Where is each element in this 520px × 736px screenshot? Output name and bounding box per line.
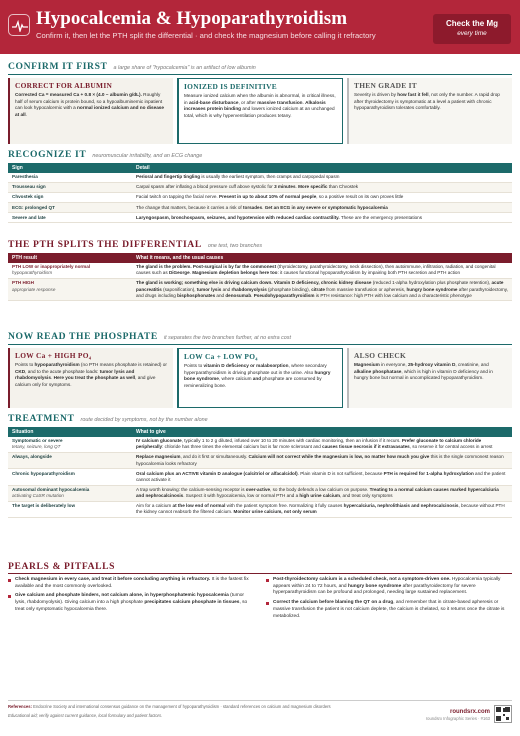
section-subtitle: route decided by symptoms, not by the number alone [80, 417, 208, 423]
badge-title: Check the Mg [445, 19, 498, 28]
table-header-row [8, 253, 512, 263]
row-detail: Replace magnesium, and do it first or simultaneously. Calcium will not correct while the magnesium is low, no matter how much you give this is the single commonest reason hypocalcemia looks refractory [132, 452, 512, 468]
table-row [8, 192, 512, 202]
site-link[interactable]: roundsrx.com [449, 709, 490, 715]
section-confirm-heading [8, 61, 256, 74]
card-body: Corrected Ca = measured Ca + 0.8 × (4.0 − albumin g/dL). Roughly half of serum calcium is protein bound, so a hypoalbuminemic inpatient can look hypocalcemic with a normal ionized calcium and no disease at all. [15, 92, 165, 117]
section-title: TREATMENT [8, 413, 75, 424]
table-row [8, 213, 512, 223]
series-label: roundsrx Infographic Series · #163 [425, 716, 490, 721]
row-label-text: Autosomal dominant hypocalcemia [12, 487, 90, 493]
divider [8, 74, 512, 75]
pearl-item: Give calcium and phosphate binders, not calcium alone, in hyperphosphatemic hypocalcemia (tumor lysis, rhabdomyolysis). Giving calcium into a high phosphate precipitates calcium phosphate in tissues, so treat only symptomatic hypocalcemia there. [8, 593, 254, 613]
table-row [8, 278, 512, 300]
row-sublabel: appropriate response [12, 286, 56, 292]
row-label-text: Trousseau sign [12, 184, 46, 190]
page-title: Hypocalcemia & Hypoparathyroidism [36, 8, 348, 29]
pearls-left-column [8, 577, 254, 617]
section-title: THE PTH SPLITS THE DIFFERENTIAL [8, 239, 202, 250]
references-text: Endocrine Society and international consensus guidance on the management of hypoparathyroidism · standard references on calcium and magnesium disorders [33, 704, 331, 709]
card-low-ca-low-po4 [177, 348, 343, 408]
card-heading: LOW Ca + LOW PO₄ [184, 352, 258, 361]
card-also-check [347, 348, 512, 408]
row-detail: The gland is the problem. Post-surgical is by far the commonest (thyroidectomy, parathyroidectomy, neck dissection), then autoimmune, infiltration, radiation, and congenital causes such as DiGeorge. Magnesium depletion belongs here too: it causes functional hypoparathyroidism by impairing both PTH secretion and PTH action [132, 263, 512, 279]
section-subtitle: it separates the two branches further, at no extra cost [163, 335, 291, 341]
pearl-item: Post-thyroidectomy calcium is a scheduled check, not a symptom-driven one. Hypocalcemia typically appears within 24 to 72 hours, and hungry bone syndrome after parathyroidectomy for severe hyperparathyroidism can be profound and prolonged, needing large sustained replacement. [266, 577, 512, 597]
column-header: What to give [132, 427, 512, 437]
column-header: Situation [8, 427, 132, 437]
card-heading: IONIZED IS DEFINITIVE [184, 82, 277, 91]
row-sublabel: hypoparathyroidism [12, 270, 53, 276]
table-row [8, 452, 512, 468]
row-label-text: Symptomatic or severe [12, 438, 63, 444]
references-label: References: [8, 704, 32, 709]
section-pearls-heading [8, 561, 115, 574]
table-row [8, 501, 512, 517]
table-row [8, 203, 512, 213]
disclaimer: Educational aid; verify against current guidance, local formulary and patient factors. [8, 712, 163, 718]
section-phosphate-heading [8, 331, 291, 344]
table-row [8, 182, 512, 192]
footer-references [8, 704, 408, 718]
section-title: CONFIRM IT FIRST [8, 61, 108, 72]
footer-divider [8, 700, 512, 701]
row-detail: Carpal spasm after inflating a blood pressure cuff above systolic for 3 minutes. More specific than Chvostek [132, 182, 512, 192]
card-body: Severity is driven by how fast it fell, not only the number. A rapid drop after thyroidectomy is symptomatic at a level a patient with chronic hypoparathyroidism tolerates comfortably. [354, 92, 500, 111]
pearl-item: Correct the calcium before blaming the QT on a drug, and remember that in citrate-based apheresis or massive transfusion the patient is not calcium deplete, the calcium is chelated, so it returns once the citrate is metabolized. [266, 600, 512, 620]
page-subtitle: Confirm it, then let the PTH split the differential · and check the magnesium before calling it refractory [36, 31, 376, 40]
section-subtitle: one test, two branches [207, 243, 263, 249]
row-detail: Perioral and fingertip tingling is usually the earliest symptom, then cramps and carpopedal spasm [132, 173, 512, 183]
row-detail: Oral calcium plus an ACTIVE vitamin D analogue (calcitriol or alfacalcidol). Plain vitamin D is not sufficient, because PTH is required for 1-alpha hydroxylation and the patient cannot activate it [132, 469, 512, 485]
row-label [8, 485, 132, 501]
row-label [8, 469, 132, 485]
section-title: PEARLS & PITFALLS [8, 561, 116, 572]
row-detail: The change that matters, because it carries a risk of torsades. Get an ECG in any severe or symptomatic hypocalcemia [132, 203, 512, 213]
row-label-text: Always, alongside [12, 454, 52, 460]
card-ionized-is-definitive [177, 78, 343, 144]
row-detail: Aim for a calcium at the low end of normal with the patient symptom free. Normalizing it fully causes hypercalciuria, nephrolithiasis and nephrocalcinosis, because without PTH the kidney cannot reabsorb the filtered calcium. Monitor urine calcium, not only serum [132, 501, 512, 517]
section-treatment-heading [8, 413, 208, 426]
row-label [8, 501, 132, 517]
row-label [8, 182, 132, 192]
row-detail: The gland is working; something else is driving calcium down. Vitamin D deficiency, chronic kidney disease (reduced 1-alpha hydroxylation plus phosphate retention), acute pancreatitis (saponification), tumor lysis and rhabdomyolysis (phosphate binding), citrate from massive transfusion or apheresis, hungry bone syndrome after parathyroidectomy, and drugs including bisphosphonates and denosumab. Pseudohypoparathyroidism is PTH resistance: high PTH with low calcium and a characteristic phenotype [132, 278, 512, 300]
pearl-item: Check magnesium in every case, and treat it before concluding anything is refractory. It is the fastest fix available and the most commonly overlooked. [8, 577, 254, 590]
card-body: Measure ionized calcium when the albumin is abnormal, in critical illness, in acid-base disturbance, or after massive transfusion. Alkalosis increases protein binding and lowers ionized calcium at an unchanged total, which is why hyperventilation produces tetany. [184, 93, 336, 118]
table-header-row [8, 427, 512, 437]
card-body: Magnesium in everyone, 25-hydroxy vitamin D, creatinine, and alkaline phosphatase, which is high in vitamin D deficiency and in hungry bone but normal in uncomplicated hypoparathyroidism. [354, 362, 493, 381]
section-subtitle: neuromuscular irritability, and an ECG change [92, 153, 203, 159]
column-header: What it means, and the usual causes [132, 253, 512, 263]
card-body: Points to hypoparathyroidism (no PTH means phosphate is retained) or CKD, and to the acute phosphate loads: tumor lysis and rhabdomyolysis. Here you treat the phosphate as well, and give calcium only for symptoms. [15, 362, 167, 387]
card-then-grade-it [347, 78, 512, 144]
section-subtitle: a large share of "hypocalcemia" is an artifact of low albumin [113, 65, 256, 71]
card-body: Points to vitamin D deficiency or malabsorption, where secondary hyperparathyroidism is driving phosphate out in the urine. Also hungry bone syndrome, where calcium and phosphate are consumed by remineralizing bone. [184, 363, 331, 388]
row-detail: Facial twitch on tapping the facial nerve. Present in up to about 10% of normal people, so a positive result on its own proves little [132, 192, 512, 202]
row-label [8, 203, 132, 213]
row-label [8, 278, 132, 300]
header-banner [0, 0, 520, 54]
row-detail: A trap worth knowing: the calcium-sensing receptor is over-active, so the body defends a low calcium on purpose. Treating to a normal calcium causes marked hypercalciuria and nephrocalcinosis. Suspect it with hypocalcemia, low or normal PTH and a high urine calcium, and treat only symptoms [132, 485, 512, 501]
column-header: Detail [132, 163, 512, 173]
ecg-heartbeat-icon [8, 14, 30, 36]
row-sublabel: activating CaSR mutation [12, 493, 64, 499]
column-header: PTH result [8, 253, 132, 263]
section-recognize-heading [8, 149, 202, 162]
table-row [8, 173, 512, 183]
section-title: RECOGNIZE IT [8, 149, 87, 160]
section-title: NOW READ THE PHOSPHATE [8, 331, 158, 342]
row-label-text: PTH HIGH [12, 280, 34, 286]
row-detail: IV calcium gluconate, typically 1 to 2 g diluted, infused over 10 to 20 minutes with cardiac monitoring, then an infusion if it recurs. Prefer gluconate to calcium chloride peripherally: chloride has three times the elemental calcium but is far more sclerosant and causes tissue necrosis if it extravasates, so reserve it for central access in arrest [132, 437, 512, 453]
row-label-text: Chronic hypoparathyroidism [12, 470, 75, 476]
pearls-right-column [266, 577, 512, 623]
treatment-table [8, 427, 512, 518]
qr-code-icon [494, 705, 512, 723]
divider [8, 573, 512, 574]
column-header: Sign [8, 163, 132, 173]
magnesium-reminder-badge [433, 14, 511, 44]
row-label [8, 173, 132, 183]
table-row [8, 469, 512, 485]
section-pth-heading [8, 239, 262, 252]
row-label-text: Chvostek sign [12, 194, 44, 200]
row-label [8, 192, 132, 202]
card-heading: LOW Ca + HIGH PO₄ [15, 351, 92, 360]
card-heading: THEN GRADE IT [354, 81, 418, 90]
row-label [8, 263, 132, 279]
row-label-text: The target is deliberately low [12, 503, 76, 509]
pth-table [8, 253, 512, 301]
row-label [8, 213, 132, 223]
row-label-text: PTH LOW or inappropriately normal [12, 264, 91, 270]
table-row [8, 485, 512, 501]
divider [8, 344, 512, 345]
row-label [8, 437, 132, 453]
table-row [8, 263, 512, 279]
row-detail: Laryngospasm, bronchospasm, seizures, and hypotension with reduced cardiac contractility. These are the emergency presentations [132, 213, 512, 223]
row-label [8, 452, 132, 468]
row-label-text: ECG: prolonged QT [12, 204, 55, 210]
table-header-row [8, 163, 512, 173]
row-label-text: Paresthesia [12, 174, 38, 180]
row-sublabel: tetany, seizure, long QT [12, 444, 61, 450]
card-correct-for-albumin [8, 78, 173, 144]
badge-subtitle: every time [457, 30, 487, 37]
card-low-ca-high-po4 [8, 348, 173, 408]
row-label-text: Severe and late [12, 214, 46, 220]
card-heading: ALSO CHECK [354, 351, 407, 360]
table-row [8, 437, 512, 453]
card-heading: CORRECT FOR ALBUMIN [15, 81, 113, 90]
signs-table [8, 163, 512, 223]
